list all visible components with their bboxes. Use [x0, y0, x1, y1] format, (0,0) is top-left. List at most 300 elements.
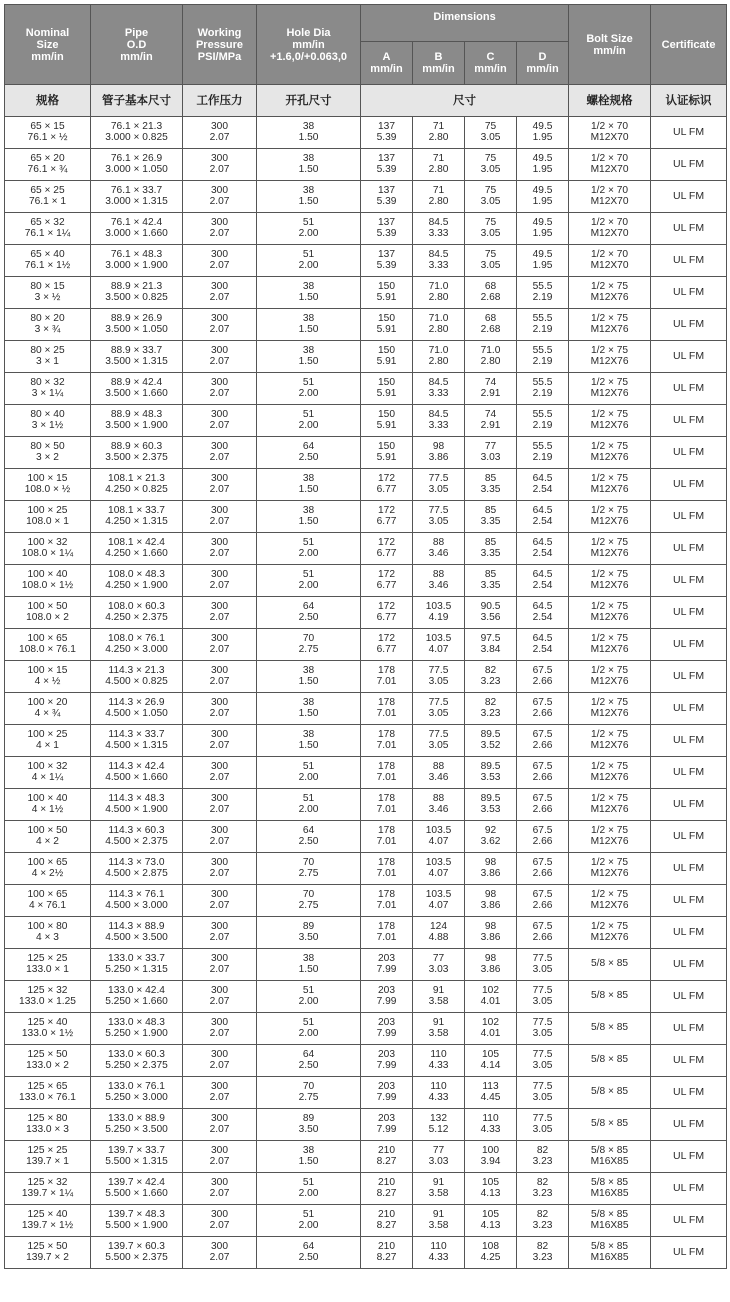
cell-pipe-od: 88.9 × 42.4 3.500 × 1.660	[91, 373, 183, 405]
cell-dim-c: 82 3.23	[465, 661, 517, 693]
cell-nominal-size: 100 × 15 4 × ½	[5, 661, 91, 693]
cell-nominal-size: 100 × 65 4 × 76.1	[5, 885, 91, 917]
cell-working-pressure: 300 2.07	[183, 245, 257, 277]
cell-dim-b: 88 3.46	[413, 565, 465, 597]
table-row	[5, 949, 727, 981]
col-dim-d: D mm/in	[517, 42, 569, 85]
cell-pipe-od: 76.1 × 33.7 3.000 × 1.315	[91, 181, 183, 213]
cell-pipe-od: 108.0 × 48.3 4.250 × 1.900	[91, 565, 183, 597]
cell-dim-a: 203 7.99	[361, 1077, 413, 1109]
cn-dimensions: 尺寸	[361, 85, 569, 117]
cell-dim-a: 137 5.39	[361, 245, 413, 277]
cell-pipe-od: 114.3 × 76.1 4.500 × 3.000	[91, 885, 183, 917]
cell-hole-dia: 51 2.00	[257, 1173, 361, 1205]
cell-pipe-od: 108.1 × 21.3 4.250 × 0.825	[91, 469, 183, 501]
cell-dim-a: 210 8.27	[361, 1173, 413, 1205]
cell-working-pressure: 300 2.07	[183, 853, 257, 885]
cn-certificate: 认证标识	[651, 85, 727, 117]
table-row	[5, 373, 727, 405]
cell-dim-a: 172 6.77	[361, 629, 413, 661]
cell-pipe-od: 133.0 × 76.1 5.250 × 3.000	[91, 1077, 183, 1109]
table-row	[5, 1013, 727, 1045]
col-nominal-size: Nominal Size mm/in	[5, 5, 91, 85]
cell-dim-d: 67.5 2.66	[517, 789, 569, 821]
cell-hole-dia: 70 2.75	[257, 629, 361, 661]
cell-bolt-size: 5/8 × 85	[569, 1013, 651, 1045]
cell-dim-b: 77.5 3.05	[413, 725, 465, 757]
cell-nominal-size: 80 × 32 3 × 1¼	[5, 373, 91, 405]
table-row	[5, 405, 727, 437]
cell-certificate: UL FM	[651, 917, 727, 949]
cell-dim-d: 64.5 2.54	[517, 469, 569, 501]
table-body	[5, 117, 727, 1269]
cell-dim-a: 150 5.91	[361, 373, 413, 405]
cell-dim-b: 124 4.88	[413, 917, 465, 949]
cell-bolt-size: 1/2 × 75 M12X76	[569, 725, 651, 757]
cell-pipe-od: 108.1 × 33.7 4.250 × 1.315	[91, 501, 183, 533]
col-dim-b: B mm/in	[413, 42, 465, 85]
cell-nominal-size: 65 × 40 76.1 × 1½	[5, 245, 91, 277]
cell-dim-d: 55.5 2.19	[517, 405, 569, 437]
cell-dim-c: 102 4.01	[465, 981, 517, 1013]
cell-dim-b: 84.5 3.33	[413, 213, 465, 245]
cell-dim-c: 68 2.68	[465, 309, 517, 341]
cell-bolt-size: 1/2 × 75 M12X76	[569, 277, 651, 309]
cell-dim-b: 71.0 2.80	[413, 277, 465, 309]
cell-nominal-size: 80 × 15 3 × ½	[5, 277, 91, 309]
cell-bolt-size: 1/2 × 75 M12X76	[569, 341, 651, 373]
cell-dim-b: 103.5 4.07	[413, 821, 465, 853]
cell-bolt-size: 5/8 × 85 M16X85	[569, 1141, 651, 1173]
cell-dim-c: 98 3.86	[465, 853, 517, 885]
table-row	[5, 565, 727, 597]
cell-hole-dia: 70 2.75	[257, 853, 361, 885]
cell-bolt-size: 5/8 × 85 M16X85	[569, 1173, 651, 1205]
cell-hole-dia: 64 2.50	[257, 597, 361, 629]
cell-working-pressure: 300 2.07	[183, 149, 257, 181]
cell-pipe-od: 133.0 × 60.3 5.250 × 2.375	[91, 1045, 183, 1077]
cell-bolt-size: 1/2 × 75 M12X76	[569, 885, 651, 917]
cell-pipe-od: 114.3 × 21.3 4.500 × 0.825	[91, 661, 183, 693]
cell-dim-d: 55.5 2.19	[517, 277, 569, 309]
cell-bolt-size: 1/2 × 70 M12X70	[569, 149, 651, 181]
cell-nominal-size: 100 × 25 108.0 × 1	[5, 501, 91, 533]
cell-dim-c: 75 3.05	[465, 213, 517, 245]
cell-dim-a: 137 5.39	[361, 117, 413, 149]
cell-dim-a: 178 7.01	[361, 725, 413, 757]
cell-working-pressure: 300 2.07	[183, 1013, 257, 1045]
cell-certificate: UL FM	[651, 725, 727, 757]
cell-dim-a: 203 7.99	[361, 1045, 413, 1077]
cell-pipe-od: 139.7 × 60.3 5.500 × 2.375	[91, 1237, 183, 1269]
cell-dim-c: 75 3.05	[465, 117, 517, 149]
cell-certificate: UL FM	[651, 213, 727, 245]
cell-working-pressure: 300 2.07	[183, 181, 257, 213]
cell-dim-b: 71.0 2.80	[413, 341, 465, 373]
cell-hole-dia: 51 2.00	[257, 245, 361, 277]
cell-bolt-size: 1/2 × 75 M12X76	[569, 437, 651, 469]
cell-bolt-size: 1/2 × 70 M12X70	[569, 245, 651, 277]
cn-nominal: 规格	[5, 85, 91, 117]
cell-dim-b: 103.5 4.07	[413, 885, 465, 917]
cell-dim-c: 97.5 3.84	[465, 629, 517, 661]
cn-working: 工作压力	[183, 85, 257, 117]
cell-dim-d: 77.5 3.05	[517, 949, 569, 981]
cell-bolt-size: 1/2 × 75 M12X76	[569, 629, 651, 661]
cell-dim-a: 150 5.91	[361, 405, 413, 437]
cell-working-pressure: 300 2.07	[183, 437, 257, 469]
cell-dim-d: 67.5 2.66	[517, 757, 569, 789]
cell-certificate: UL FM	[651, 789, 727, 821]
table-row	[5, 1109, 727, 1141]
cell-nominal-size: 80 × 50 3 × 2	[5, 437, 91, 469]
cell-dim-d: 67.5 2.66	[517, 661, 569, 693]
table-row	[5, 533, 727, 565]
cell-pipe-od: 114.3 × 73.0 4.500 × 2.875	[91, 853, 183, 885]
cell-dim-a: 172 6.77	[361, 501, 413, 533]
table-row	[5, 853, 727, 885]
table-row	[5, 629, 727, 661]
cell-working-pressure: 300 2.07	[183, 373, 257, 405]
cell-dim-a: 137 5.39	[361, 181, 413, 213]
cell-dim-b: 103.5 4.07	[413, 853, 465, 885]
cell-pipe-od: 139.7 × 33.7 5.500 × 1.315	[91, 1141, 183, 1173]
cell-bolt-size: 1/2 × 75 M12X76	[569, 853, 651, 885]
cell-nominal-size: 100 × 25 4 × 1	[5, 725, 91, 757]
cell-certificate: UL FM	[651, 565, 727, 597]
cell-dim-d: 49.5 1.95	[517, 245, 569, 277]
cell-dim-c: 98 3.86	[465, 885, 517, 917]
col-dim-c: C mm/in	[465, 42, 517, 85]
cell-dim-a: 178 7.01	[361, 693, 413, 725]
cell-working-pressure: 300 2.07	[183, 789, 257, 821]
cell-nominal-size: 100 × 50 4 × 2	[5, 821, 91, 853]
cell-pipe-od: 108.0 × 76.1 4.250 × 3.000	[91, 629, 183, 661]
cell-dim-d: 67.5 2.66	[517, 693, 569, 725]
cell-bolt-size: 1/2 × 75 M12X76	[569, 501, 651, 533]
table-row	[5, 501, 727, 533]
cell-nominal-size: 100 × 32 4 × 1¼	[5, 757, 91, 789]
cell-nominal-size: 125 × 50 139.7 × 2	[5, 1237, 91, 1269]
cell-dim-d: 67.5 2.66	[517, 821, 569, 853]
cell-dim-d: 55.5 2.19	[517, 373, 569, 405]
table-row	[5, 821, 727, 853]
cell-dim-d: 49.5 1.95	[517, 213, 569, 245]
cell-pipe-od: 76.1 × 48.3 3.000 × 1.900	[91, 245, 183, 277]
cell-nominal-size: 100 × 15 108.0 × ½	[5, 469, 91, 501]
cell-pipe-od: 88.9 × 21.3 3.500 × 0.825	[91, 277, 183, 309]
cell-dim-b: 71 2.80	[413, 181, 465, 213]
cell-dim-d: 55.5 2.19	[517, 309, 569, 341]
cell-dim-c: 75 3.05	[465, 149, 517, 181]
cell-nominal-size: 80 × 20 3 × ¾	[5, 309, 91, 341]
cell-dim-c: 98 3.86	[465, 949, 517, 981]
table-row	[5, 885, 727, 917]
cell-dim-b: 91 3.58	[413, 1205, 465, 1237]
cell-hole-dia: 51 2.00	[257, 405, 361, 437]
cell-bolt-size: 1/2 × 75 M12X76	[569, 405, 651, 437]
cell-hole-dia: 38 1.50	[257, 693, 361, 725]
cell-dim-b: 88 3.46	[413, 789, 465, 821]
cell-certificate: UL FM	[651, 693, 727, 725]
cell-dim-d: 64.5 2.54	[517, 629, 569, 661]
cell-working-pressure: 300 2.07	[183, 309, 257, 341]
cell-nominal-size: 100 × 80 4 × 3	[5, 917, 91, 949]
cell-dim-a: 203 7.99	[361, 981, 413, 1013]
cell-certificate: UL FM	[651, 1077, 727, 1109]
table-row	[5, 757, 727, 789]
cell-nominal-size: 80 × 40 3 × 1½	[5, 405, 91, 437]
cell-certificate: UL FM	[651, 437, 727, 469]
cell-dim-a: 178 7.01	[361, 821, 413, 853]
cell-working-pressure: 300 2.07	[183, 213, 257, 245]
cell-bolt-size: 5/8 × 85 M16X85	[569, 1237, 651, 1269]
cell-dim-a: 172 6.77	[361, 469, 413, 501]
cell-hole-dia: 38 1.50	[257, 277, 361, 309]
cell-nominal-size: 100 × 65 108.0 × 76.1	[5, 629, 91, 661]
table-row	[5, 341, 727, 373]
cell-working-pressure: 300 2.07	[183, 1205, 257, 1237]
cell-dim-a: 178 7.01	[361, 789, 413, 821]
cell-certificate: UL FM	[651, 309, 727, 341]
cell-dim-b: 98 3.86	[413, 437, 465, 469]
cell-dim-a: 210 8.27	[361, 1237, 413, 1269]
table-row	[5, 1077, 727, 1109]
cell-dim-c: 75 3.05	[465, 181, 517, 213]
cell-hole-dia: 38 1.50	[257, 309, 361, 341]
table-row	[5, 789, 727, 821]
table-row	[5, 917, 727, 949]
cell-certificate: UL FM	[651, 1205, 727, 1237]
cell-pipe-od: 114.3 × 60.3 4.500 × 2.375	[91, 821, 183, 853]
cell-working-pressure: 300 2.07	[183, 757, 257, 789]
col-pipe-od: Pipe O.D mm/in	[91, 5, 183, 85]
cell-dim-c: 102 4.01	[465, 1013, 517, 1045]
cell-dim-c: 113 4.45	[465, 1077, 517, 1109]
cell-pipe-od: 133.0 × 42.4 5.250 × 1.660	[91, 981, 183, 1013]
cell-certificate: UL FM	[651, 181, 727, 213]
table-row	[5, 725, 727, 757]
cell-certificate: UL FM	[651, 821, 727, 853]
cell-hole-dia: 89 3.50	[257, 1109, 361, 1141]
cell-certificate: UL FM	[651, 597, 727, 629]
cell-hole-dia: 51 2.00	[257, 533, 361, 565]
cell-bolt-size: 1/2 × 75 M12X76	[569, 661, 651, 693]
cell-dim-d: 49.5 1.95	[517, 149, 569, 181]
cell-pipe-od: 114.3 × 88.9 4.500 × 3.500	[91, 917, 183, 949]
cell-dim-a: 172 6.77	[361, 597, 413, 629]
cell-dim-a: 150 5.91	[361, 309, 413, 341]
cell-pipe-od: 88.9 × 48.3 3.500 × 1.900	[91, 405, 183, 437]
cell-dim-b: 77 3.03	[413, 1141, 465, 1173]
cell-working-pressure: 300 2.07	[183, 1141, 257, 1173]
cell-hole-dia: 70 2.75	[257, 1077, 361, 1109]
cell-certificate: UL FM	[651, 757, 727, 789]
cell-dim-a: 178 7.01	[361, 661, 413, 693]
cn-pipe: 管子基本尺寸	[91, 85, 183, 117]
cell-nominal-size: 125 × 32 139.7 × 1¼	[5, 1173, 91, 1205]
cell-dim-d: 55.5 2.19	[517, 437, 569, 469]
cell-hole-dia: 51 2.00	[257, 565, 361, 597]
cell-dim-a: 203 7.99	[361, 1109, 413, 1141]
cell-working-pressure: 300 2.07	[183, 533, 257, 565]
cell-certificate: UL FM	[651, 853, 727, 885]
cell-dim-d: 67.5 2.66	[517, 917, 569, 949]
cell-pipe-od: 139.7 × 42.4 5.500 × 1.660	[91, 1173, 183, 1205]
cell-bolt-size: 5/8 × 85	[569, 1045, 651, 1077]
cell-dim-c: 89.5 3.52	[465, 725, 517, 757]
cell-dim-c: 108 4.25	[465, 1237, 517, 1269]
cell-dim-b: 110 4.33	[413, 1237, 465, 1269]
cell-dim-b: 77.5 3.05	[413, 661, 465, 693]
cell-pipe-od: 114.3 × 48.3 4.500 × 1.900	[91, 789, 183, 821]
cell-hole-dia: 51 2.00	[257, 757, 361, 789]
cell-dim-b: 77 3.03	[413, 949, 465, 981]
cell-bolt-size: 5/8 × 85	[569, 1109, 651, 1141]
cell-nominal-size: 100 × 50 108.0 × 2	[5, 597, 91, 629]
cell-working-pressure: 300 2.07	[183, 1045, 257, 1077]
cell-dim-b: 84.5 3.33	[413, 405, 465, 437]
cell-dim-b: 77.5 3.05	[413, 693, 465, 725]
cell-hole-dia: 64 2.50	[257, 821, 361, 853]
cell-dim-b: 77.5 3.05	[413, 501, 465, 533]
cell-dim-d: 55.5 2.19	[517, 341, 569, 373]
cell-nominal-size: 65 × 32 76.1 × 1¼	[5, 213, 91, 245]
cell-working-pressure: 300 2.07	[183, 277, 257, 309]
cell-dim-c: 100 3.94	[465, 1141, 517, 1173]
cell-dim-c: 74 2.91	[465, 373, 517, 405]
cell-pipe-od: 114.3 × 33.7 4.500 × 1.315	[91, 725, 183, 757]
cell-dim-a: 178 7.01	[361, 757, 413, 789]
cell-nominal-size: 100 × 20 4 × ¾	[5, 693, 91, 725]
cell-dim-c: 77 3.03	[465, 437, 517, 469]
cell-nominal-size: 65 × 20 76.1 × ¾	[5, 149, 91, 181]
cell-dim-a: 137 5.39	[361, 149, 413, 181]
cell-dim-d: 82 3.23	[517, 1237, 569, 1269]
cell-dim-d: 77.5 3.05	[517, 1109, 569, 1141]
cell-dim-a: 203 7.99	[361, 1013, 413, 1045]
cn-hole: 开孔尺寸	[257, 85, 361, 117]
table-row	[5, 309, 727, 341]
cell-dim-c: 85 3.35	[465, 533, 517, 565]
cell-dim-d: 77.5 3.05	[517, 1077, 569, 1109]
cell-dim-c: 89.5 3.53	[465, 789, 517, 821]
cell-dim-b: 91 3.58	[413, 981, 465, 1013]
cell-nominal-size: 65 × 15 76.1 × ½	[5, 117, 91, 149]
cell-dim-c: 74 2.91	[465, 405, 517, 437]
cell-bolt-size: 1/2 × 75 M12X76	[569, 917, 651, 949]
cell-certificate: UL FM	[651, 1109, 727, 1141]
cell-nominal-size: 100 × 40 108.0 × 1½	[5, 565, 91, 597]
cell-hole-dia: 51 2.00	[257, 213, 361, 245]
cell-dim-b: 103.5 4.19	[413, 597, 465, 629]
table-row	[5, 437, 727, 469]
cell-nominal-size: 125 × 25 133.0 × 1	[5, 949, 91, 981]
cell-dim-b: 91 3.58	[413, 1173, 465, 1205]
cell-certificate: UL FM	[651, 245, 727, 277]
cell-bolt-size: 5/8 × 85 M16X85	[569, 1205, 651, 1237]
cell-certificate: UL FM	[651, 149, 727, 181]
cell-dim-d: 64.5 2.54	[517, 501, 569, 533]
cell-hole-dia: 38 1.50	[257, 149, 361, 181]
cell-bolt-size: 5/8 × 85	[569, 981, 651, 1013]
cell-nominal-size: 125 × 40 133.0 × 1½	[5, 1013, 91, 1045]
col-dimensions: Dimensions	[361, 5, 569, 42]
cell-nominal-size: 100 × 32 108.0 × 1¼	[5, 533, 91, 565]
cell-dim-c: 98 3.86	[465, 917, 517, 949]
cell-dim-b: 110 4.33	[413, 1045, 465, 1077]
table-row	[5, 1237, 727, 1269]
cell-bolt-size: 1/2 × 70 M12X70	[569, 213, 651, 245]
cell-pipe-od: 88.9 × 60.3 3.500 × 2.375	[91, 437, 183, 469]
cell-dim-d: 77.5 3.05	[517, 981, 569, 1013]
cell-working-pressure: 300 2.07	[183, 469, 257, 501]
cell-dim-d: 64.5 2.54	[517, 565, 569, 597]
table-header	[5, 5, 727, 117]
spec-table	[4, 4, 727, 1269]
cell-dim-d: 49.5 1.95	[517, 117, 569, 149]
table-row	[5, 693, 727, 725]
cell-certificate: UL FM	[651, 661, 727, 693]
cell-dim-b: 84.5 3.33	[413, 245, 465, 277]
cell-working-pressure: 300 2.07	[183, 341, 257, 373]
cell-certificate: UL FM	[651, 373, 727, 405]
cell-pipe-od: 133.0 × 88.9 5.250 × 3.500	[91, 1109, 183, 1141]
cell-hole-dia: 51 2.00	[257, 1013, 361, 1045]
cell-certificate: UL FM	[651, 1173, 727, 1205]
cell-dim-b: 132 5.12	[413, 1109, 465, 1141]
cell-dim-c: 110 4.33	[465, 1109, 517, 1141]
cell-dim-c: 105 4.14	[465, 1045, 517, 1077]
cell-hole-dia: 38 1.50	[257, 341, 361, 373]
cell-bolt-size: 1/2 × 75 M12X76	[569, 597, 651, 629]
cell-certificate: UL FM	[651, 1013, 727, 1045]
cell-dim-c: 75 3.05	[465, 245, 517, 277]
cell-hole-dia: 38 1.50	[257, 117, 361, 149]
cell-dim-a: 178 7.01	[361, 853, 413, 885]
cell-dim-c: 82 3.23	[465, 693, 517, 725]
cell-working-pressure: 300 2.07	[183, 693, 257, 725]
cell-hole-dia: 51 2.00	[257, 789, 361, 821]
cell-certificate: UL FM	[651, 885, 727, 917]
cell-dim-c: 90.5 3.56	[465, 597, 517, 629]
cell-pipe-od: 133.0 × 33.7 5.250 × 1.315	[91, 949, 183, 981]
cell-hole-dia: 64 2.50	[257, 1237, 361, 1269]
cell-hole-dia: 51 2.00	[257, 1205, 361, 1237]
cell-nominal-size: 125 × 80 133.0 × 3	[5, 1109, 91, 1141]
cell-working-pressure: 300 2.07	[183, 1077, 257, 1109]
cell-dim-a: 178 7.01	[361, 885, 413, 917]
cell-bolt-size: 1/2 × 75 M12X76	[569, 373, 651, 405]
cell-pipe-od: 76.1 × 26.9 3.000 × 1.050	[91, 149, 183, 181]
col-bolt-size: Bolt Size mm/in	[569, 5, 651, 85]
cell-dim-d: 67.5 2.66	[517, 725, 569, 757]
cell-pipe-od: 133.0 × 48.3 5.250 × 1.900	[91, 1013, 183, 1045]
cell-pipe-od: 139.7 × 48.3 5.500 × 1.900	[91, 1205, 183, 1237]
cell-bolt-size: 1/2 × 75 M12X76	[569, 821, 651, 853]
cell-nominal-size: 100 × 65 4 × 2½	[5, 853, 91, 885]
cell-dim-a: 203 7.99	[361, 949, 413, 981]
col-dim-a: A mm/in	[361, 42, 413, 85]
cell-bolt-size: 1/2 × 75 M12X76	[569, 309, 651, 341]
cell-hole-dia: 51 2.00	[257, 981, 361, 1013]
table-row	[5, 277, 727, 309]
table-row	[5, 597, 727, 629]
cell-dim-d: 64.5 2.54	[517, 533, 569, 565]
cell-working-pressure: 300 2.07	[183, 981, 257, 1013]
cell-hole-dia: 64 2.50	[257, 1045, 361, 1077]
table-row	[5, 245, 727, 277]
